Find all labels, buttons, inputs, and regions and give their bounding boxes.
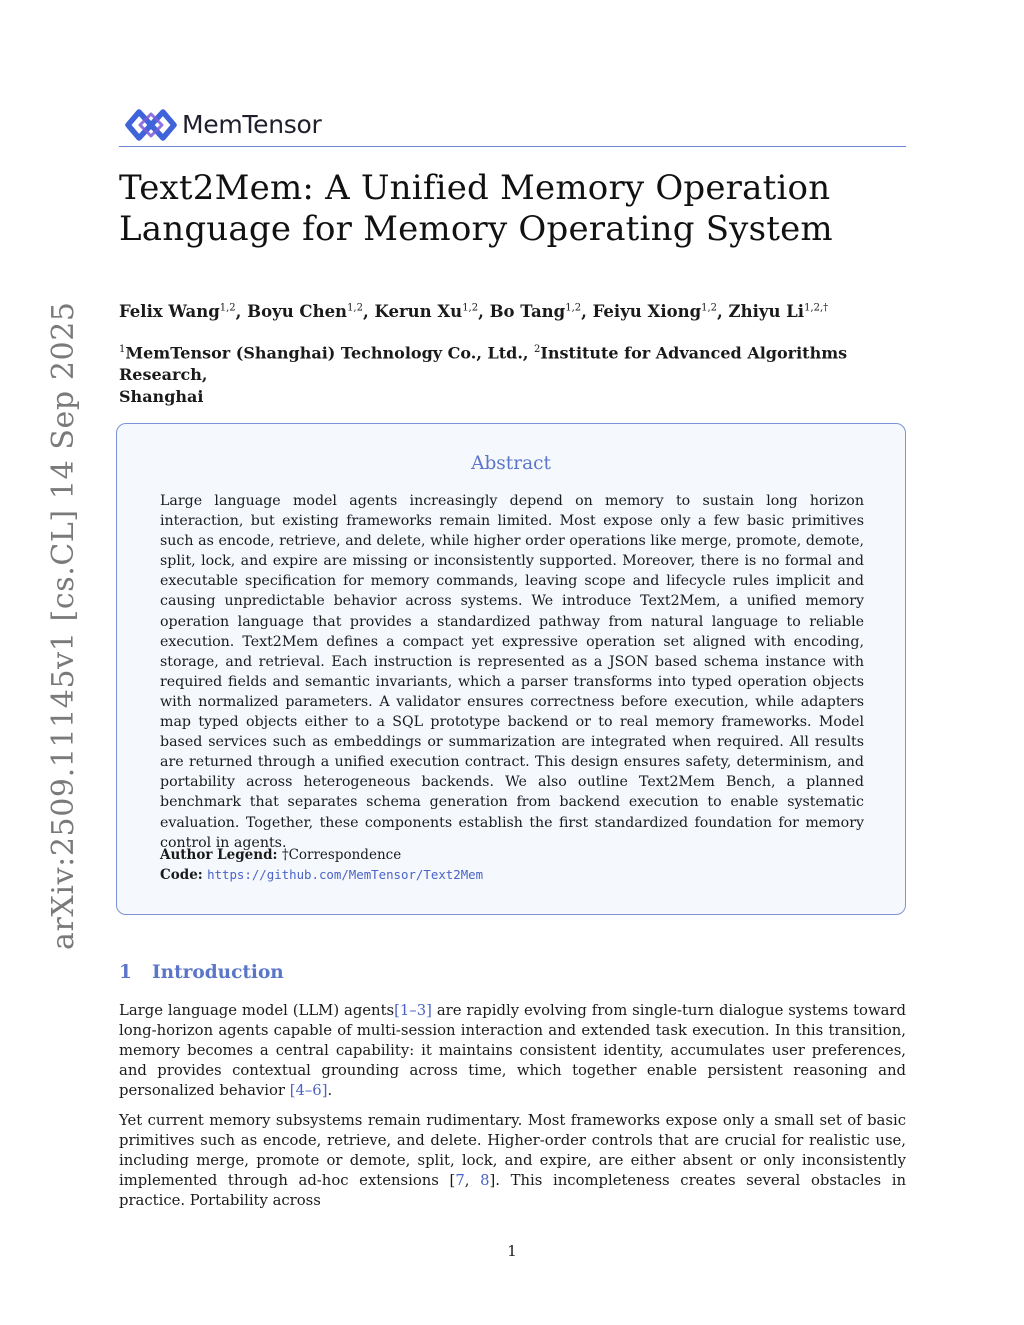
citation-link[interactable]: [4–6] [289,1082,328,1100]
citation-link[interactable]: [1–3] [394,1002,432,1019]
citation-link[interactable]: 7 [455,1172,465,1190]
author: Bo Tang$^{1,2}$ [489,302,582,321]
section-title: Introduction [152,962,284,983]
paragraph-text: are rapidly evolving from single-turn dialogue systems toward long-horizon agents capable of multi-session interaction and extended task execution. In this transition, memory becomes a central capability: it maintains consistent identity, accumulates user preferences, and provides contextual grounding across time, which together enable persistent reasoning and personalized behavior [119,1002,906,1100]
citation-link[interactable]: 8 [480,1172,490,1190]
memtensor-logo-icon [122,105,180,143]
author: Feiyu Xiong$^{1,2}$ [592,302,718,321]
abstract-legend [160,845,483,885]
code-label: Code: [160,867,203,883]
author-legend-value: †Correspondence [281,847,402,863]
paper-title [119,168,919,250]
author-list: Felix Wang$^{1,2}$, Boyu Chen$^{1,2}$, Kerun Xu$^{1,2}$, Bo Tang$^{1,2}$, Feiyu Xiong$^{1,2}$, Zhiyu $Li^{1,2,\dagger}$ [119,302,829,321]
abstract-heading: Abstract [471,453,551,474]
section-number: 1 [119,962,132,983]
paragraph-text: Yet current memory subsystems remain rudimentary. Most frameworks expose only a small set of basic primitives such as encode, retrieve, and delete. Higher-order controls that are crucial for realistic use, including merge, promote or demote, split, lock, and expire, are either absent or only inconsistently implemented through ad-hoc extensions [ [119,1112,906,1190]
abstract-text: Large language model agents increasingly depend on memory to sustain long horizon interaction, but existing frameworks remain limited. Most expose only a few basic primitives such as encode, retrieve, and delete, while higher order operations like merge, promote, demote, split, lock, and expire are missing or inconsistently supported. Moreover, there is no formal and executable specification for memory commands, leaving scope and lifecycle rules implicit and causing unpredictable behavior across systems. We introduce Text2Mem, a unified memory operation language that provides a standardized pathway from natural language to reliable execution. Text2Mem defines a compact yet expressive operation set aligned with encoding, storage, and retrieval. Each instruction is represented as a JSON based schema instance with required fields and semantic invariants, which a parser transforms into typed operation objects with normalized parameters. A validator ensures correctness before execution, while adapters map typed objects either to a SQL prototype backend or to real memory frameworks. Model based services such as embeddings or summarization are integrated when required. All results are returned through a unified execution contract. This design ensures safety, determinism, and portability across heterogeneous backends. We also outline Text2Mem Bench, a planned benchmark that separates schema generation from backend execution to enable systematic evaluation. Together, these components establish the first standardized foundation for memory control in agents. [160,493,864,851]
author: Kerun Xu$^{1,2}$ [374,302,479,321]
header-rule [119,146,906,147]
paragraph-text: , [464,1172,481,1190]
author: Felix Wang$^{1,2}$ [119,302,236,321]
author-legend-label: Author Legend: [160,847,278,863]
title-line-1: Text2Mem: A Unified Memory Operation [119,168,831,208]
abstract-box [116,423,906,915]
intro-paragraph-1 [119,1001,906,1101]
intro-paragraph-2 [119,1111,906,1211]
memtensor-logo [122,104,321,144]
section-heading [119,962,284,983]
logo-text: MemTensor [182,109,322,139]
paragraph-text: Large language model (LLM) agents [119,1002,395,1019]
paragraph-text: ]. This incompleteness creates several obstacles in practice. Portability across [119,1172,906,1210]
paragraph-text: . [327,1082,333,1100]
arxiv-identifier: arXiv:2509.11145v1 [cs.CL] 14 Sep 2025 [46,301,81,950]
page-number: 1 [507,1242,517,1260]
author: Boyu Chen$^{1,2}$ [247,302,363,321]
code-link[interactable]: https://github.com/MemTensor/Text2Mem [207,867,484,882]
title-line-2: Language for Memory Operating System [119,209,833,249]
affiliations: $^1$MemTensor (Shanghai) Technology Co., Ltd., $^2$Institute for Advanced Algorithms Research, Shanghai [119,343,848,407]
author: Zhiyu $Li^{1,2,\dagger}$ [728,302,829,321]
